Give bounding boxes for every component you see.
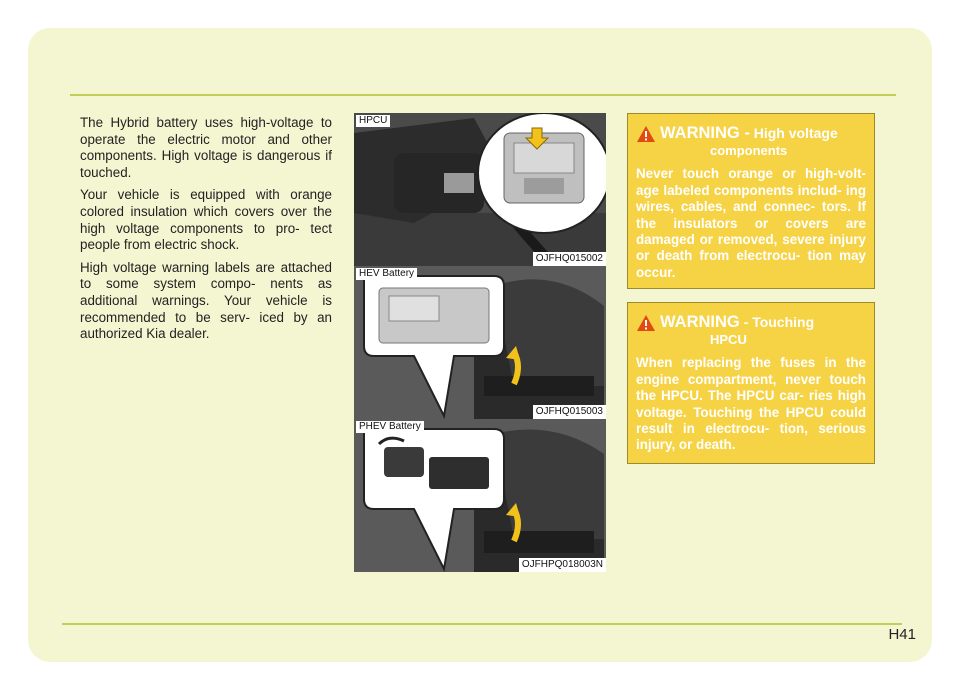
warning-title: - Touching [743,314,815,330]
paragraph: Your vehicle is equipped with orange colored insulation which covers over the high voltage components to pro- tect people from electric shock. [80,187,332,253]
figure-label: HPCU [356,115,390,127]
warning-heading [636,313,866,347]
paragraph: High voltage warning labels are attached to some system compo- nents as additional warnings. Your vehicle is recommended to be serv- iced by an authorized Kia dealer. [80,259,332,342]
warning-word: WARNING - [660,124,750,142]
figure-code: OJFHPQ018003N [519,558,606,572]
warning-title: High voltage [753,125,838,141]
header-rule [70,94,896,96]
warning-touching-hpcu [627,302,875,464]
hpcu-illustration [354,113,606,266]
phev-battery-illustration [354,419,606,572]
figure-hpcu [354,113,606,266]
warning-triangle-icon [636,125,656,143]
warning-triangle-icon [636,314,656,332]
figure-label: PHEV Battery [356,421,424,433]
figure-code: OJFHQ015002 [533,252,606,266]
warning-title-line2: components [710,143,788,159]
warning-body: When replacing the fuses in the engine compartment, never touch the HPCU. The HPCU car- ries high voltage. Touching the HPCU could result in electrocu- tion, serious injury, or death. [636,355,866,453]
footer-rule [62,623,902,625]
hev-battery-illustration [354,266,606,419]
figure-hev-battery [354,266,606,419]
figure-label: HEV Battery [356,268,417,280]
warning-body: Never touch orange or high-volt- age labeled components includ- ing wires, cables, and connec- tors. If the insulators or covers are damaged or removed, severe injury or death from electrocu- tion may occur. [636,166,866,280]
figure-code: OJFHQ015003 [533,405,606,419]
page-number: H41 [888,626,916,643]
paragraph: The Hybrid battery uses high-voltage to operate the electric motor and other components. High voltage is dangerous if touched. [80,115,332,180]
warning-high-voltage [627,113,875,289]
warning-title-line2: HPCU [710,332,747,348]
figure-phev-battery [354,419,606,572]
body-text [80,115,332,349]
warning-word: WARNING [660,313,740,331]
warning-heading [636,124,866,158]
